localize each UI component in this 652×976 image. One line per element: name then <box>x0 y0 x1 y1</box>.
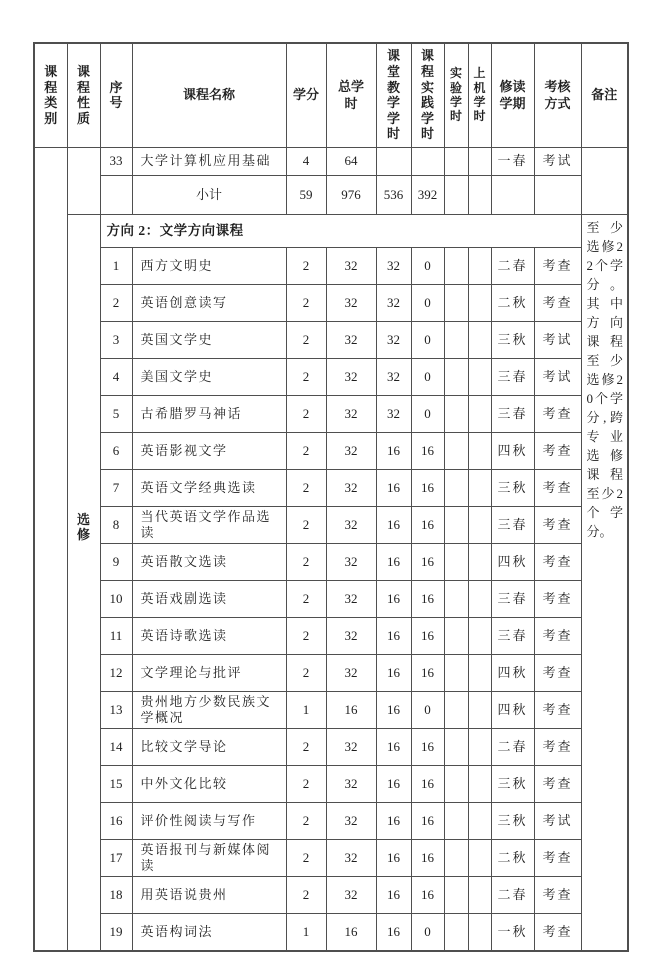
course-name-cell: 英语构词法 <box>132 914 286 952</box>
col-header-classroom-hours-label: 课堂教学学时 <box>386 48 400 142</box>
course-lab-hours-cell <box>444 248 468 285</box>
course-name-cell: 英语文学经典选读 <box>132 470 286 507</box>
course-practice-hours-cell: 16 <box>411 433 444 470</box>
course-total-hours-cell: 32 <box>326 396 376 433</box>
nature-elective-cell <box>67 215 100 952</box>
course-credits-cell: 2 <box>286 433 326 470</box>
course-name-cell: 英国文学史 <box>132 322 286 359</box>
subtotal-computer-hours-cell <box>468 176 491 215</box>
course-lab-hours-cell <box>444 581 468 618</box>
course-assessment-cell: 考查 <box>534 840 581 877</box>
nature-empty-cell <box>67 148 100 215</box>
course-classroom-hours-cell: 32 <box>376 396 411 433</box>
table-row-course <box>34 396 628 433</box>
course-no-cell: 3 <box>100 322 132 359</box>
course-practice-hours-cell: 0 <box>411 692 444 729</box>
subtotal-assessment-cell <box>534 176 581 215</box>
course-lab-hours-cell <box>444 618 468 655</box>
course-assessment-cell: 考查 <box>534 914 581 952</box>
col-header-category <box>34 43 67 148</box>
course-credits-cell: 2 <box>286 248 326 285</box>
table-row-course <box>34 248 628 285</box>
course-computer-hours-cell <box>468 803 491 840</box>
course-lab-hours-cell <box>444 322 468 359</box>
course-classroom-hours-cell: 16 <box>376 470 411 507</box>
nature-elective-label: 选修 <box>76 511 90 543</box>
course-practice-hours-cell: 16 <box>411 470 444 507</box>
course-total-hours-cell: 32 <box>326 322 376 359</box>
col-header-remarks-label: 备注 <box>591 87 618 103</box>
col-header-nature <box>67 43 100 148</box>
course-lab-hours-cell <box>444 692 468 729</box>
course-total-hours-cell: 32 <box>326 433 376 470</box>
remarks-text-cell: 至少选修22个学分。其中方向课程至少选修20个学分,跨专业选修课程至少2个学分。 <box>581 215 628 952</box>
course-no-cell: 13 <box>100 692 132 729</box>
direction-title-cell: 方向 2：文学方向课程 <box>100 215 581 248</box>
course-assessment-cell: 考试 <box>534 148 581 176</box>
table-row-course <box>34 544 628 581</box>
course-no-cell: 1 <box>100 248 132 285</box>
table-row-course <box>34 877 628 914</box>
course-semester-cell: 一春 <box>491 148 534 176</box>
course-classroom-hours-cell: 16 <box>376 803 411 840</box>
table-row-course <box>34 322 628 359</box>
course-semester-cell: 三秋 <box>491 803 534 840</box>
course-semester-cell: 二春 <box>491 248 534 285</box>
subtotal-semester-cell <box>491 176 534 215</box>
subtotal-no-cell <box>100 176 132 215</box>
course-total-hours-cell: 32 <box>326 655 376 692</box>
course-computer-hours-cell <box>468 618 491 655</box>
course-classroom-hours-cell: 16 <box>376 840 411 877</box>
course-computer-hours-cell <box>468 655 491 692</box>
course-semester-cell: 三秋 <box>491 322 534 359</box>
subtotal-label-cell: 小计 <box>132 176 286 215</box>
course-no-cell: 6 <box>100 433 132 470</box>
course-semester-cell: 四秋 <box>491 692 534 729</box>
course-assessment-cell: 考查 <box>534 618 581 655</box>
course-assessment-cell: 考试 <box>534 359 581 396</box>
course-name-cell: 用英语说贵州 <box>132 877 286 914</box>
col-header-practice-hours <box>411 43 444 148</box>
course-practice-hours-cell: 16 <box>411 544 444 581</box>
table-row-course <box>34 914 628 952</box>
course-classroom-hours-cell: 16 <box>376 655 411 692</box>
course-name-cell: 中外文化比较 <box>132 766 286 803</box>
course-classroom-hours-cell: 32 <box>376 322 411 359</box>
course-practice-hours-cell: 0 <box>411 248 444 285</box>
course-name-cell: 评价性阅读与写作 <box>132 803 286 840</box>
subtotal-classroom-hours-cell: 536 <box>376 176 411 215</box>
course-practice-hours-cell: 16 <box>411 729 444 766</box>
table-row-course <box>34 433 628 470</box>
course-semester-cell: 二秋 <box>491 840 534 877</box>
table-row-course <box>34 581 628 618</box>
course-computer-hours-cell <box>468 877 491 914</box>
table-body <box>34 148 628 952</box>
course-credits-cell: 2 <box>286 581 326 618</box>
course-no-cell: 33 <box>100 148 132 176</box>
course-computer-hours-cell <box>468 248 491 285</box>
course-computer-hours-cell <box>468 470 491 507</box>
course-no-cell: 5 <box>100 396 132 433</box>
course-credits-cell: 2 <box>286 840 326 877</box>
course-computer-hours-cell <box>468 581 491 618</box>
course-lab-hours-cell <box>444 729 468 766</box>
col-header-credits <box>286 43 326 148</box>
course-name-cell: 贵州地方少数民族文学概况 <box>132 692 286 729</box>
course-classroom-hours-cell: 16 <box>376 581 411 618</box>
course-total-hours-cell: 32 <box>326 359 376 396</box>
course-classroom-hours-cell: 16 <box>376 507 411 544</box>
course-lab-hours-cell <box>444 148 468 176</box>
course-computer-hours-cell <box>468 914 491 952</box>
col-header-no-label: 序号 <box>109 79 123 111</box>
course-assessment-cell: 考查 <box>534 877 581 914</box>
course-credits-cell: 1 <box>286 692 326 729</box>
course-practice-hours-cell: 16 <box>411 766 444 803</box>
course-computer-hours-cell <box>468 544 491 581</box>
course-credits-cell: 2 <box>286 470 326 507</box>
curriculum-table-sheet <box>33 42 629 952</box>
course-lab-hours-cell <box>444 507 468 544</box>
course-semester-cell: 三春 <box>491 618 534 655</box>
course-lab-hours-cell <box>444 359 468 396</box>
table-row-course <box>34 766 628 803</box>
course-computer-hours-cell <box>468 433 491 470</box>
course-classroom-hours-cell: 16 <box>376 877 411 914</box>
col-header-nature-label: 课程性质 <box>76 63 90 126</box>
course-credits-cell: 2 <box>286 729 326 766</box>
course-credits-cell: 2 <box>286 544 326 581</box>
course-credits-cell: 1 <box>286 914 326 952</box>
col-header-credits-label: 学分 <box>292 87 319 103</box>
course-name-cell: 英语戏剧选读 <box>132 581 286 618</box>
table-row-course <box>34 655 628 692</box>
course-semester-cell: 三春 <box>491 359 534 396</box>
col-header-remarks <box>581 43 628 148</box>
course-computer-hours-cell <box>468 396 491 433</box>
course-lab-hours-cell <box>444 433 468 470</box>
course-practice-hours-cell: 16 <box>411 803 444 840</box>
course-assessment-cell: 考查 <box>534 285 581 322</box>
course-name-cell: 美国文学史 <box>132 359 286 396</box>
course-classroom-hours-cell: 16 <box>376 618 411 655</box>
course-classroom-hours-cell: 32 <box>376 359 411 396</box>
table-row-course <box>34 618 628 655</box>
col-header-name <box>132 43 286 148</box>
course-total-hours-cell: 32 <box>326 618 376 655</box>
course-assessment-cell: 考查 <box>534 692 581 729</box>
course-semester-cell: 三秋 <box>491 766 534 803</box>
course-assessment-cell: 考试 <box>534 322 581 359</box>
table-row-course <box>34 729 628 766</box>
course-name-cell: 西方文明史 <box>132 248 286 285</box>
course-semester-cell: 二春 <box>491 877 534 914</box>
col-header-no <box>100 43 132 148</box>
course-classroom-hours-cell: 16 <box>376 544 411 581</box>
course-no-cell: 19 <box>100 914 132 952</box>
course-total-hours-cell: 32 <box>326 729 376 766</box>
table-row-direction-header <box>34 215 628 248</box>
course-assessment-cell: 考查 <box>534 433 581 470</box>
course-name-cell: 古希腊罗马神话 <box>132 396 286 433</box>
course-total-hours-cell: 32 <box>326 248 376 285</box>
course-no-cell: 16 <box>100 803 132 840</box>
course-computer-hours-cell <box>468 507 491 544</box>
course-name-cell: 英语影视文学 <box>132 433 286 470</box>
course-lab-hours-cell <box>444 396 468 433</box>
course-no-cell: 7 <box>100 470 132 507</box>
course-no-cell: 2 <box>100 285 132 322</box>
course-practice-hours-cell: 16 <box>411 581 444 618</box>
course-total-hours-cell: 32 <box>326 803 376 840</box>
course-semester-cell: 四秋 <box>491 433 534 470</box>
subtotal-credits-cell: 59 <box>286 176 326 215</box>
course-total-hours-cell: 32 <box>326 840 376 877</box>
col-header-semester-label: 修读学期 <box>499 78 526 111</box>
course-no-cell: 14 <box>100 729 132 766</box>
header-row <box>34 43 628 148</box>
course-no-cell: 18 <box>100 877 132 914</box>
col-header-lab-hours-label: 实验学时 <box>449 66 462 124</box>
course-practice-hours-cell: 16 <box>411 840 444 877</box>
course-computer-hours-cell <box>468 840 491 877</box>
course-lab-hours-cell <box>444 914 468 952</box>
course-semester-cell: 三秋 <box>491 470 534 507</box>
course-practice-hours-cell <box>411 148 444 176</box>
table-row-course-33 <box>34 148 628 176</box>
course-credits-cell: 2 <box>286 285 326 322</box>
course-credits-cell: 2 <box>286 803 326 840</box>
course-name-cell: 英语散文选读 <box>132 544 286 581</box>
subtotal-lab-hours-cell <box>444 176 468 215</box>
col-header-lab-hours <box>444 43 468 148</box>
course-credits-cell: 2 <box>286 766 326 803</box>
col-header-total-hours-label: 总学时 <box>337 78 364 111</box>
table-row-course <box>34 470 628 507</box>
col-header-computer-hours <box>468 43 491 148</box>
table-row-course <box>34 840 628 877</box>
course-computer-hours-cell <box>468 359 491 396</box>
course-name-cell: 英语创意读写 <box>132 285 286 322</box>
course-assessment-cell: 考查 <box>534 655 581 692</box>
course-computer-hours-cell <box>468 729 491 766</box>
course-total-hours-cell: 16 <box>326 692 376 729</box>
course-lab-hours-cell <box>444 803 468 840</box>
subtotal-practice-hours-cell: 392 <box>411 176 444 215</box>
course-no-cell: 9 <box>100 544 132 581</box>
course-total-hours-cell: 32 <box>326 507 376 544</box>
remarks-empty-cell <box>581 148 628 215</box>
col-header-assessment <box>534 43 581 148</box>
course-semester-cell: 三春 <box>491 507 534 544</box>
table-row-subtotal <box>34 176 628 215</box>
course-classroom-hours-cell: 16 <box>376 433 411 470</box>
course-name-cell: 英语诗歌选读 <box>132 618 286 655</box>
course-credits-cell: 2 <box>286 507 326 544</box>
course-practice-hours-cell: 0 <box>411 359 444 396</box>
course-computer-hours-cell <box>468 322 491 359</box>
course-classroom-hours-cell: 32 <box>376 248 411 285</box>
course-assessment-cell: 考查 <box>534 396 581 433</box>
course-assessment-cell: 考查 <box>534 729 581 766</box>
course-lab-hours-cell <box>444 544 468 581</box>
course-total-hours-cell: 32 <box>326 766 376 803</box>
course-credits-cell: 2 <box>286 396 326 433</box>
course-credits-cell: 2 <box>286 359 326 396</box>
course-lab-hours-cell <box>444 840 468 877</box>
course-computer-hours-cell <box>468 148 491 176</box>
course-practice-hours-cell: 16 <box>411 507 444 544</box>
course-practice-hours-cell: 0 <box>411 285 444 322</box>
course-lab-hours-cell <box>444 470 468 507</box>
course-lab-hours-cell <box>444 655 468 692</box>
course-credits-cell: 4 <box>286 148 326 176</box>
course-assessment-cell: 考查 <box>534 581 581 618</box>
course-credits-cell: 2 <box>286 618 326 655</box>
course-assessment-cell: 考查 <box>534 507 581 544</box>
course-no-cell: 11 <box>100 618 132 655</box>
course-name-cell: 英语报刊与新媒体阅读 <box>132 840 286 877</box>
course-no-cell: 12 <box>100 655 132 692</box>
col-header-practice-hours-label: 课程实践学时 <box>420 48 434 142</box>
curriculum-table <box>33 42 629 952</box>
course-assessment-cell: 考查 <box>534 544 581 581</box>
course-lab-hours-cell <box>444 877 468 914</box>
course-practice-hours-cell: 0 <box>411 396 444 433</box>
course-semester-cell: 二秋 <box>491 285 534 322</box>
course-total-hours-cell: 64 <box>326 148 376 176</box>
course-classroom-hours-cell: 32 <box>376 285 411 322</box>
course-practice-hours-cell: 16 <box>411 877 444 914</box>
course-semester-cell: 四秋 <box>491 544 534 581</box>
col-header-assessment-label: 考核方式 <box>544 78 571 111</box>
course-semester-cell: 二春 <box>491 729 534 766</box>
course-assessment-cell: 考查 <box>534 470 581 507</box>
course-no-cell: 4 <box>100 359 132 396</box>
course-no-cell: 8 <box>100 507 132 544</box>
table-row-course <box>34 359 628 396</box>
course-classroom-hours-cell <box>376 148 411 176</box>
course-name-cell: 比较文学导论 <box>132 729 286 766</box>
course-practice-hours-cell: 16 <box>411 655 444 692</box>
course-classroom-hours-cell: 16 <box>376 692 411 729</box>
col-header-name-label: 课程名称 <box>182 87 235 103</box>
course-total-hours-cell: 16 <box>326 914 376 952</box>
course-assessment-cell: 考查 <box>534 248 581 285</box>
table-row-course <box>34 285 628 322</box>
course-practice-hours-cell: 16 <box>411 618 444 655</box>
course-assessment-cell: 考试 <box>534 803 581 840</box>
course-total-hours-cell: 32 <box>326 877 376 914</box>
course-semester-cell: 四秋 <box>491 655 534 692</box>
course-computer-hours-cell <box>468 766 491 803</box>
course-credits-cell: 2 <box>286 655 326 692</box>
course-practice-hours-cell: 0 <box>411 914 444 952</box>
course-computer-hours-cell <box>468 285 491 322</box>
course-no-cell: 15 <box>100 766 132 803</box>
col-header-semester <box>491 43 534 148</box>
course-classroom-hours-cell: 16 <box>376 766 411 803</box>
course-classroom-hours-cell: 16 <box>376 729 411 766</box>
category-merged-cell <box>34 148 67 952</box>
course-assessment-cell: 考查 <box>534 766 581 803</box>
course-name-cell: 当代英语文学作品选读 <box>132 507 286 544</box>
col-header-total-hours <box>326 43 376 148</box>
course-total-hours-cell: 32 <box>326 285 376 322</box>
table-row-course <box>34 692 628 729</box>
table-row-course <box>34 803 628 840</box>
course-practice-hours-cell: 0 <box>411 322 444 359</box>
course-semester-cell: 一秋 <box>491 914 534 952</box>
course-total-hours-cell: 32 <box>326 581 376 618</box>
course-lab-hours-cell <box>444 285 468 322</box>
course-credits-cell: 2 <box>286 322 326 359</box>
course-no-cell: 10 <box>100 581 132 618</box>
col-header-classroom-hours <box>376 43 411 148</box>
course-total-hours-cell: 32 <box>326 470 376 507</box>
course-semester-cell: 三春 <box>491 396 534 433</box>
subtotal-total-hours-cell: 976 <box>326 176 376 215</box>
course-no-cell: 17 <box>100 840 132 877</box>
course-name-cell: 文学理论与批评 <box>132 655 286 692</box>
course-semester-cell: 三春 <box>491 581 534 618</box>
table-row-course <box>34 507 628 544</box>
course-credits-cell: 2 <box>286 877 326 914</box>
course-total-hours-cell: 32 <box>326 544 376 581</box>
col-header-computer-hours-label: 上机学时 <box>473 66 486 124</box>
course-computer-hours-cell <box>468 692 491 729</box>
col-header-category-label: 课程类别 <box>44 63 58 126</box>
course-classroom-hours-cell: 16 <box>376 914 411 952</box>
course-lab-hours-cell <box>444 766 468 803</box>
course-name-cell: 大学计算机应用基础 <box>132 148 286 176</box>
